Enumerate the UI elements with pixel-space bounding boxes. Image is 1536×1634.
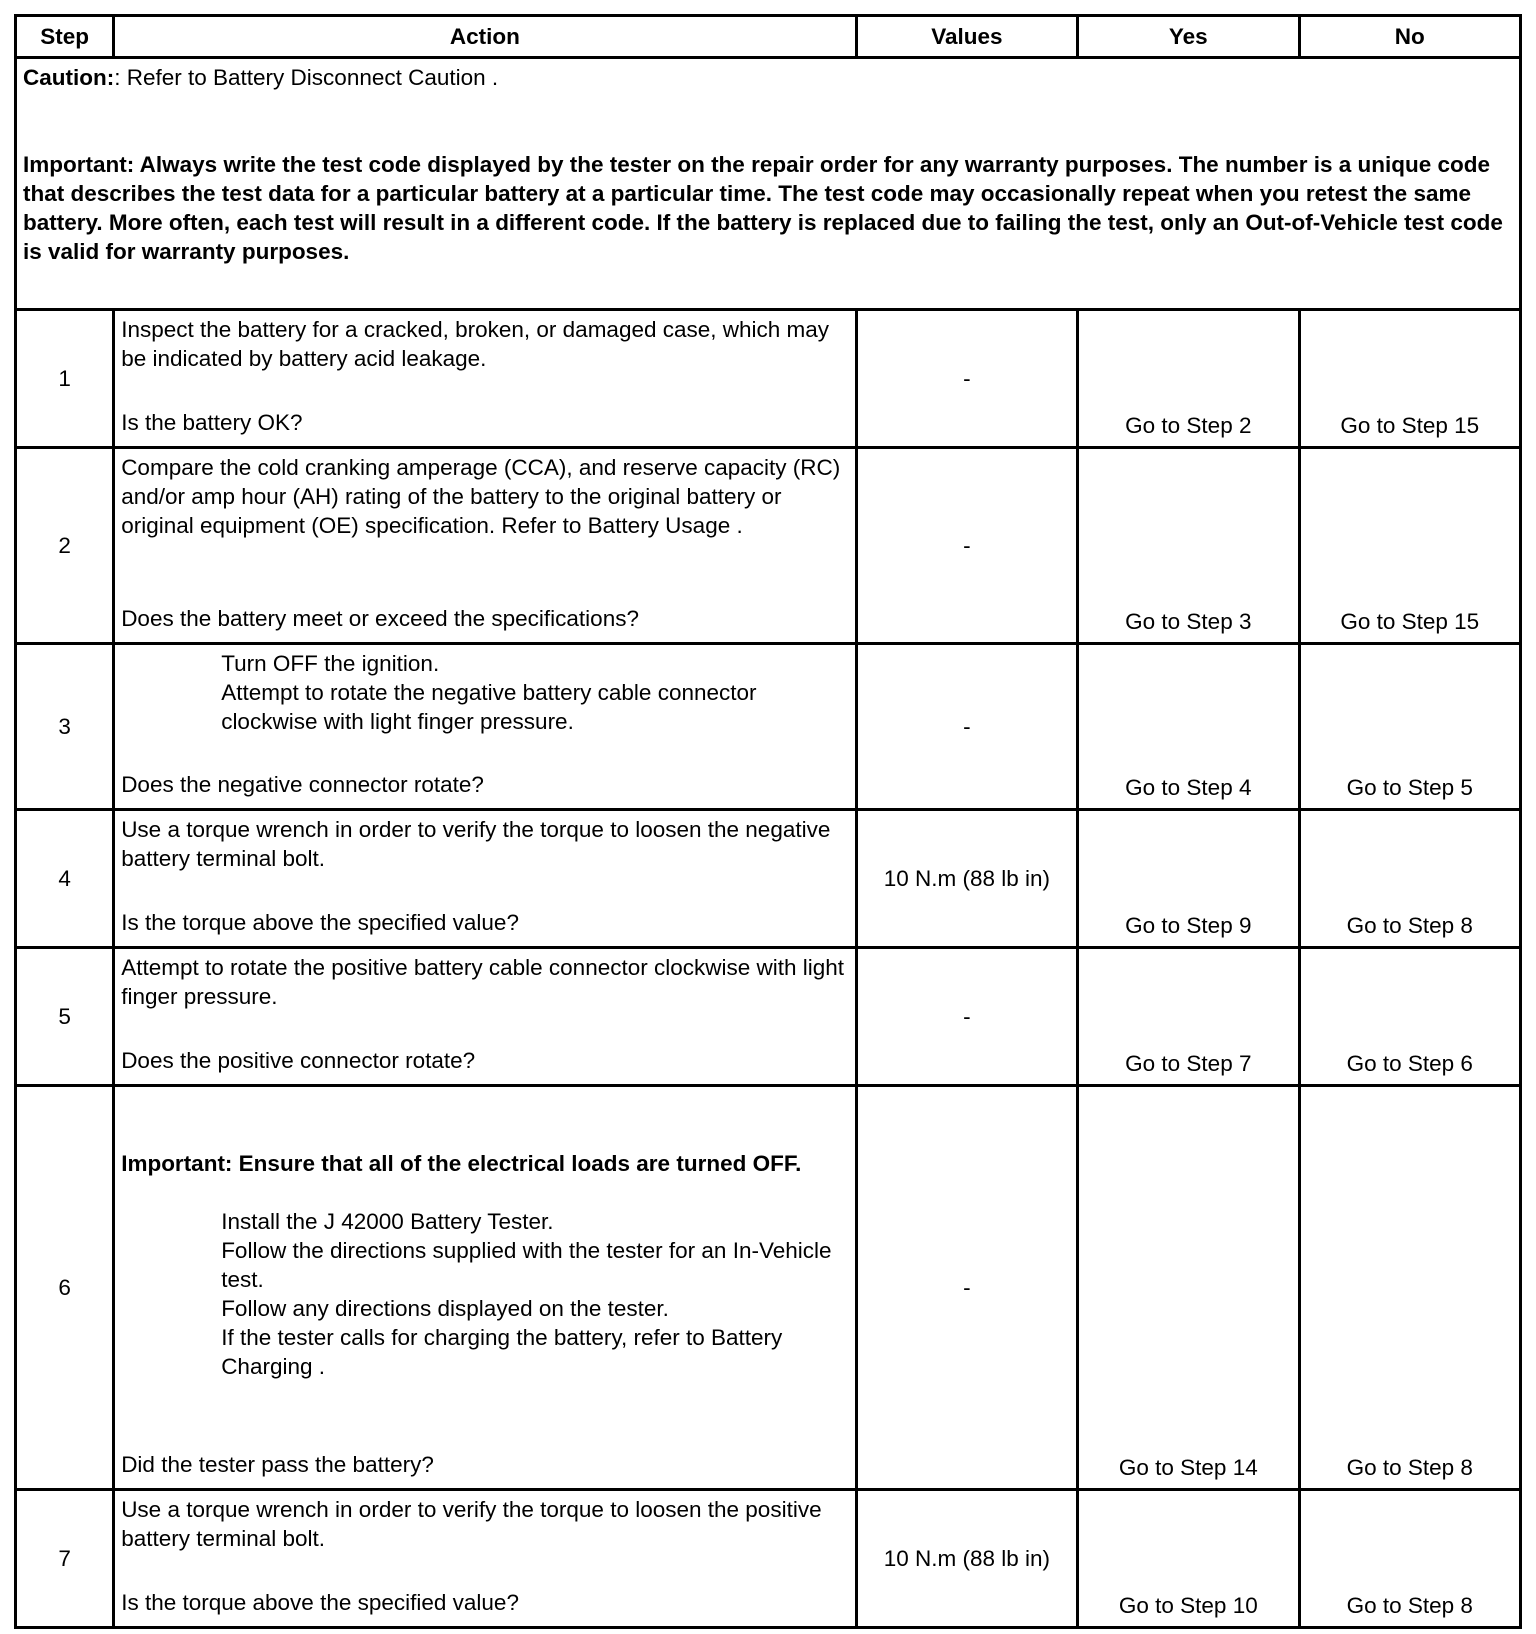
action-substep: Turn OFF the ignition. <box>221 651 440 676</box>
value-cell: - <box>856 448 1077 644</box>
value-cell: - <box>856 948 1077 1086</box>
value-cell: 10 N.m (88 lb in) <box>856 1490 1077 1628</box>
action-cell <box>114 310 856 448</box>
notice-row <box>16 58 1521 310</box>
action-text: Use a torque wrench in order to verify the torque to loosen the negative battery terminal bolt. <box>121 817 831 871</box>
action-question: Does the battery meet or exceed the specifications? <box>121 606 639 631</box>
diagnostic-document <box>14 14 1522 1627</box>
diagnostic-table <box>14 14 1522 1629</box>
step-row <box>16 1490 1521 1628</box>
important-note: Important: Always write the test code displayed by the tester on the repair order for any warranty purposes. The number is a unique code that describes the test data for a particular battery at a particular time. The test code may occasionally repeat when you retest the same battery. More often, each test will result in a different code. If the battery is replaced due to failing the test, only an Out-of-Vehicle test code is valid for warranty purposes. <box>23 152 1503 264</box>
header-values: Values <box>856 16 1077 58</box>
important-note: Important: Ensure that all of the electrical loads are turned OFF. <box>121 1151 802 1176</box>
value-cell: - <box>856 310 1077 448</box>
no-result: Go to Step 8 <box>1299 810 1520 948</box>
step-number: 3 <box>16 644 114 810</box>
action-question: Is the torque above the specified value? <box>121 910 519 935</box>
caution-label: Caution: <box>23 65 115 90</box>
action-question: Does the positive connector rotate? <box>121 1048 476 1073</box>
action-substep: Follow the directions supplied with the tester for an In-Vehicle test. <box>221 1238 832 1292</box>
header-no: No <box>1299 16 1520 58</box>
yes-result: Go to Step 9 <box>1078 810 1299 948</box>
action-instructions <box>121 315 848 373</box>
notice-cell <box>16 58 1521 310</box>
action-instructions <box>121 953 848 1011</box>
action-cell <box>114 948 856 1086</box>
action-question: Did the tester pass the battery? <box>121 1452 434 1477</box>
action-cell <box>114 810 856 948</box>
action-instructions <box>121 1495 848 1553</box>
step-number: 2 <box>16 448 114 644</box>
action-substep: If the tester calls for charging the battery, refer to Battery Charging . <box>221 1325 783 1379</box>
action-instructions <box>121 815 848 873</box>
step-row <box>16 948 1521 1086</box>
yes-result: Go to Step 10 <box>1078 1490 1299 1628</box>
action-instructions <box>121 453 848 540</box>
yes-result: Go to Step 2 <box>1078 310 1299 448</box>
step-number: 5 <box>16 948 114 1086</box>
yes-result: Go to Step 7 <box>1078 948 1299 1086</box>
header-yes: Yes <box>1078 16 1299 58</box>
yes-result: Go to Step 14 <box>1078 1086 1299 1490</box>
action-instructions <box>121 1091 848 1381</box>
no-result: Go to Step 15 <box>1299 310 1520 448</box>
header-row <box>16 16 1521 58</box>
no-result: Go to Step 15 <box>1299 448 1520 644</box>
action-question: Is the battery OK? <box>121 410 303 435</box>
step-number: 6 <box>16 1086 114 1490</box>
step-number: 4 <box>16 810 114 948</box>
action-cell <box>114 1086 856 1490</box>
action-question: Does the negative connector rotate? <box>121 772 484 797</box>
step-number: 7 <box>16 1490 114 1628</box>
step-row <box>16 1086 1521 1490</box>
caution-text: : Refer to Battery Disconnect Caution . <box>114 65 499 90</box>
action-cell <box>114 644 856 810</box>
no-result: Go to Step 8 <box>1299 1490 1520 1628</box>
action-cell <box>114 448 856 644</box>
step-row <box>16 310 1521 448</box>
header-step: Step <box>16 16 114 58</box>
action-text: Inspect the battery for a cracked, broken, or damaged case, which may be indicated by battery acid leakage. <box>121 317 830 371</box>
header-action: Action <box>114 16 856 58</box>
action-substep: Follow any directions displayed on the tester. <box>221 1296 669 1321</box>
action-text: Attempt to rotate the positive battery cable connector clockwise with light finger pressure. <box>121 955 845 1009</box>
action-instructions <box>121 649 848 736</box>
action-cell <box>114 1490 856 1628</box>
action-text: Compare the cold cranking amperage (CCA), and reserve capacity (RC) and/or amp hour (AH) rating of the battery to the original battery or original equipment (OE) specification. Refer to Battery Usage . <box>121 455 841 538</box>
action-substep: Install the J 42000 Battery Tester. <box>221 1209 554 1234</box>
step-row <box>16 448 1521 644</box>
no-result: Go to Step 6 <box>1299 948 1520 1086</box>
yes-result: Go to Step 3 <box>1078 448 1299 644</box>
value-cell: - <box>856 1086 1077 1490</box>
no-result: Go to Step 5 <box>1299 644 1520 810</box>
value-cell: - <box>856 644 1077 810</box>
yes-result: Go to Step 4 <box>1078 644 1299 810</box>
step-number: 1 <box>16 310 114 448</box>
action-text: Use a torque wrench in order to verify the torque to loosen the positive battery terminal bolt. <box>121 1497 822 1551</box>
step-row <box>16 644 1521 810</box>
no-result: Go to Step 8 <box>1299 1086 1520 1490</box>
action-substep: Attempt to rotate the negative battery cable connector clockwise with light finger pressure. <box>221 680 757 734</box>
caution-note <box>23 63 1513 92</box>
step-row <box>16 810 1521 948</box>
value-cell: 10 N.m (88 lb in) <box>856 810 1077 948</box>
action-question: Is the torque above the specified value? <box>121 1590 519 1615</box>
